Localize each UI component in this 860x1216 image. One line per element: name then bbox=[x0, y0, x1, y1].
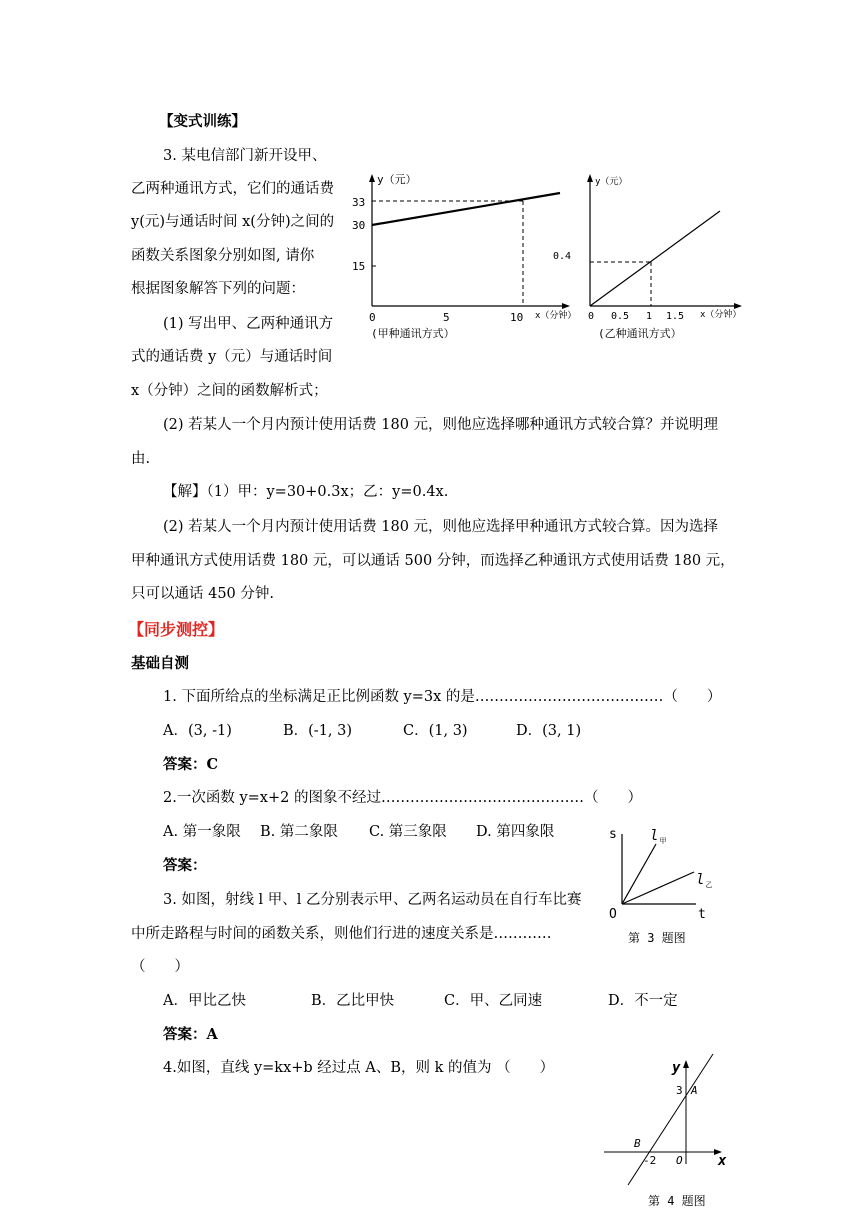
graph-jia bbox=[340, 168, 577, 343]
q3-line-9: (2) 若某人一个月内预计使用话费 180 元，则他应选择哪种通讯方式较合算？并说明理 bbox=[163, 417, 719, 433]
p3-answer: 答案：A bbox=[163, 1026, 218, 1043]
p2-question: 2.一次函数 y=x+2 的图象不经过……………………………………（ ） bbox=[163, 790, 642, 806]
q3-line-6: (1) 写出甲、乙两种通讯方 bbox=[163, 316, 334, 332]
q3-line-2: 乙两种通讯方式，它们的通话费 bbox=[131, 181, 334, 197]
sync-test-heading: 【同步测控】 bbox=[128, 620, 225, 639]
jia-y-label: y（元） bbox=[377, 173, 417, 186]
jia-x-label: x（分钟） bbox=[535, 311, 577, 321]
fig3-origin-label: O bbox=[609, 907, 617, 922]
jia-ytick-15: 15 bbox=[352, 260, 366, 273]
jia-caption: (甲种通讯方式） bbox=[371, 327, 455, 340]
yi-xtick-0: 0 bbox=[588, 311, 595, 322]
q3-line-3: y(元)与通话时间 x(分钟)之间的 bbox=[131, 214, 335, 230]
yi-ytick-04: 0.4 bbox=[553, 251, 572, 262]
jia-xtick-10: 10 bbox=[510, 311, 524, 324]
fig4-tick-3: 3 bbox=[676, 1084, 683, 1097]
jia-xtick-5: 5 bbox=[443, 311, 450, 324]
p3-line-1: 3. 如图，射线 l 甲、l 乙分别表示甲、乙两名运动员在自行车比赛 bbox=[163, 892, 582, 908]
p3-line-3: （ ） bbox=[131, 959, 189, 975]
basic-self-test-heading: 基础自测 bbox=[131, 655, 189, 672]
p1-option-c: C．(1, 3) bbox=[403, 723, 468, 739]
fig4-y-label: y bbox=[672, 1060, 681, 1076]
solution-line-1: 【解】（1）甲：y=30+0.3x；乙：y=0.4x. bbox=[163, 484, 449, 500]
p4-question: 4.如图，直线 y=kx+b 经过点 A、B，则 k 的值为 （ ） bbox=[163, 1060, 555, 1076]
yi-caption: (乙种通讯方式） bbox=[598, 327, 682, 340]
figure-4 bbox=[600, 1052, 740, 1212]
fig3-l-yi: $l_乙$ bbox=[696, 872, 713, 889]
fig3-l-jia: $l_甲$ bbox=[650, 828, 667, 845]
p1-option-a: A．(3, -1) bbox=[163, 723, 232, 739]
q3-line-4: 函数关系图象分别如图, 请你 bbox=[131, 248, 315, 264]
fig3-t-label: t bbox=[698, 907, 706, 922]
solution-line-4: 只可以通话 450 分钟. bbox=[131, 586, 275, 602]
p1-question: 1. 下面所给点的坐标满足正比例函数 y=3x 的是…………………………………（ ） bbox=[163, 689, 722, 705]
p2-answer: 答案： bbox=[163, 857, 207, 874]
yi-y-label: y（元） bbox=[595, 177, 628, 187]
p3-option-b: B．乙比甲快 bbox=[311, 993, 395, 1009]
fig3-s-label: s bbox=[609, 827, 617, 842]
q3-line-8: x（分钟）之间的函数解析式； bbox=[131, 383, 328, 399]
figure-3 bbox=[600, 820, 730, 950]
solution-line-3: 甲种通讯方式使用话费 180 元，可以通话 500 分钟，而选择乙种通讯方式使用话费 180 元， bbox=[131, 553, 735, 569]
graph-yi bbox=[548, 168, 743, 343]
jia-xtick-0: 0 bbox=[369, 311, 376, 324]
p3-option-c: C．甲、乙同速 bbox=[444, 993, 543, 1009]
jia-ytick-33: 33 bbox=[352, 196, 366, 209]
fig4-point-b: B bbox=[634, 1137, 641, 1150]
p1-answer: 答案：C bbox=[163, 756, 219, 773]
p2-option-d: D. 第四象限 bbox=[476, 824, 555, 840]
p1-option-d: D．(3, 1) bbox=[516, 723, 582, 739]
p2-option-b: B. 第二象限 bbox=[260, 824, 338, 840]
fig4-caption: 第 4 题图 bbox=[648, 1194, 706, 1208]
jia-ytick-30: 30 bbox=[352, 219, 366, 232]
q3-line-5: 根据图象解答下列的问题： bbox=[131, 281, 305, 297]
q3-line-1: 3. 某电信部门新开设甲、 bbox=[163, 148, 327, 164]
p3-option-a: A．甲比乙快 bbox=[163, 993, 246, 1009]
yi-x-label: x（分钟） bbox=[700, 310, 742, 320]
fig4-tick-neg2: -2 bbox=[643, 1154, 657, 1167]
yi-xtick-15: 1.5 bbox=[666, 311, 685, 322]
p2-option-a: A. 第一象限 bbox=[163, 824, 241, 840]
p2-option-c: C. 第三象限 bbox=[369, 824, 447, 840]
fig4-x-label: x bbox=[718, 1153, 727, 1169]
yi-xtick-05: 0.5 bbox=[611, 311, 630, 322]
fig4-point-a: A bbox=[691, 1084, 698, 1097]
yi-xtick-1: 1 bbox=[646, 311, 653, 322]
fig4-origin-label: O bbox=[676, 1154, 683, 1167]
p3-line-2: 中所走路程与时间的函数关系，则他们行进的速度关系是………… bbox=[131, 926, 552, 942]
q3-line-7: 式的通话费 y（元）与通话时间 bbox=[131, 349, 333, 365]
solution-line-2: (2) 若某人一个月内预计使用话费 180 元，则他应选择甲种通讯方式较合算。因为选择 bbox=[163, 519, 719, 535]
q3-line-10: 由. bbox=[131, 451, 151, 467]
section-heading: 【变式训练】 bbox=[159, 113, 246, 130]
p1-option-b: B．(-1, 3) bbox=[283, 723, 353, 739]
fig3-caption: 第 3 题图 bbox=[628, 931, 686, 945]
p3-option-d: D．不一定 bbox=[608, 993, 678, 1009]
